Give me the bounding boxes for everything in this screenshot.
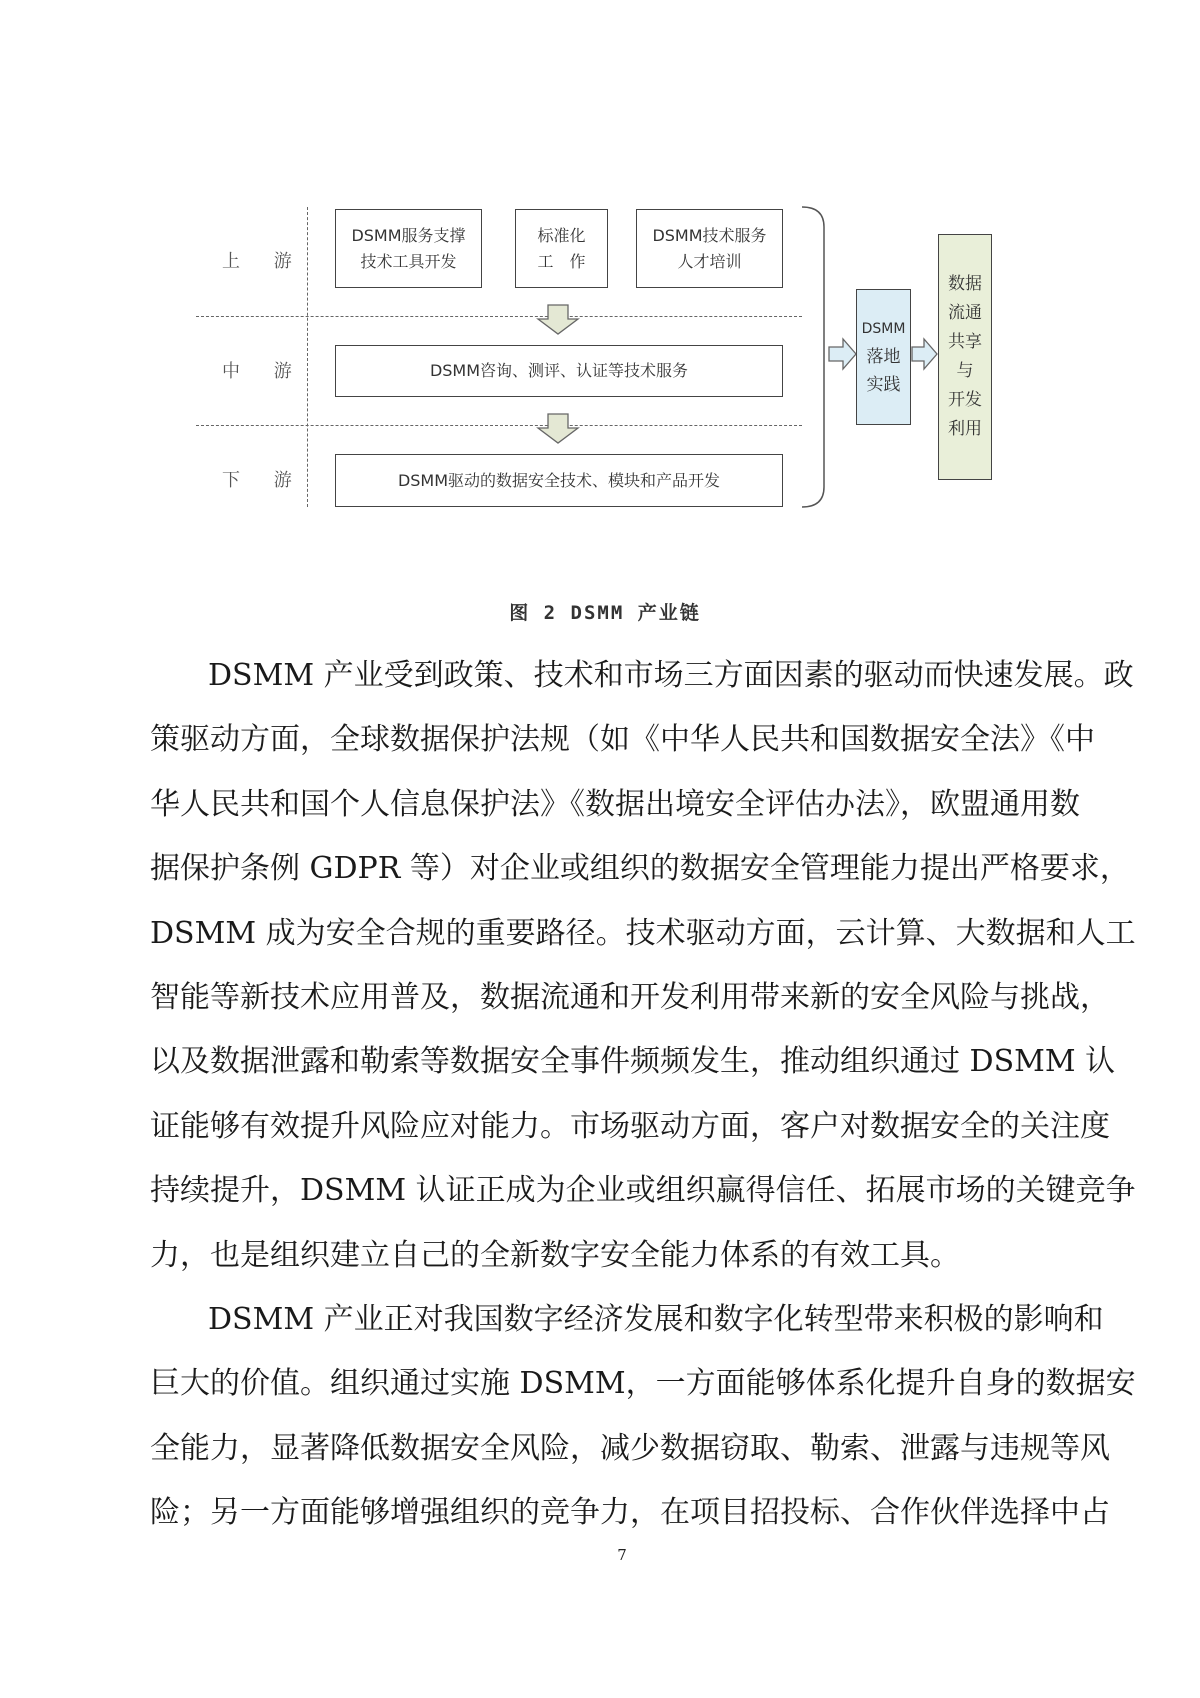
box-text: 落地 (866, 347, 901, 367)
paragraph-line: 力，也是组织建立自己的全新数字安全能力体系的有效工具。 (150, 1237, 960, 1273)
box-text: DSMM (861, 321, 906, 337)
box-text: DSMM技术服务 (652, 225, 767, 245)
box-text: 数据 (948, 274, 982, 294)
box-text: DSMM服务支撑 (351, 225, 466, 245)
box-text: 实践 (866, 375, 901, 395)
box-text: 技术工具开发 (360, 251, 457, 271)
box-dsmm-practice (856, 289, 911, 425)
down-arrow-icon (538, 414, 578, 443)
level-downstream-label: 下 游 (222, 470, 306, 491)
paragraph-line: 智能等新技术应用普及，数据流通和开发利用带来新的安全风险与挑战， (150, 980, 1110, 1015)
box-text: 共享 (948, 332, 982, 352)
right-arrow-icon (912, 339, 937, 369)
level-upstream-label: 上 游 (222, 251, 306, 272)
paragraph-line: 全能力，显著降低数据安全风险，减少数据窃取、勒索、泄露与违规等风 (150, 1430, 1110, 1466)
box-text: 与 (956, 361, 974, 381)
paragraph-line: DSMM 产业受到政策、技术和市场三方面因素的驱动而快速发展。政 (208, 658, 1134, 693)
page-number: 7 (617, 1546, 627, 1564)
paragraph-line: 华人民共和国个人信息保护法》《数据出境安全评估办法》，欧盟通用数 (150, 786, 1080, 822)
box-text: DSMM咨询、测评、认证等技术服务 (429, 361, 689, 380)
box-text: 利用 (948, 419, 982, 439)
right-brace (802, 207, 824, 507)
box-text: 标准化 (537, 225, 586, 245)
right-arrow-icon (829, 339, 856, 369)
paragraph-line: 证能够有效提升风险应对能力。市场驱动方面，客户对数据安全的关注度 (150, 1108, 1110, 1144)
figure-caption: 图 2 DSMM 产业链 (509, 602, 701, 624)
paragraph-line: 持续提升，DSMM 认证正成为企业或组织赢得信任、拓展市场的关键竞争 (150, 1173, 1136, 1209)
level-midstream-label: 中 游 (222, 361, 306, 382)
paragraph-line: DSMM 产业正对我国数字经济发展和数字化转型带来积极的影响和 (208, 1302, 1104, 1337)
paragraph-line: DSMM 成为安全合规的重要路径。技术驱动方面，云计算、大数据和人工 (150, 915, 1136, 951)
box-text: 工 作 (537, 251, 586, 271)
diagram-arrows (0, 0, 1200, 560)
paragraph-line: 巨大的价值。组织通过实施 DSMM，一方面能够体系化提升自身的数据安 (150, 1366, 1136, 1402)
box-text: 人才培训 (677, 251, 742, 271)
box-data-circulation (938, 234, 992, 480)
paragraph-line: 以及数据泄露和勒索等数据安全事件频频发生，推动组织通过 DSMM 认 (150, 1044, 1116, 1080)
box-text: DSMM驱动的数据安全技术、模块和产品开发 (397, 470, 721, 490)
paragraph-line: 据保护条例 GDPR 等）对企业或组织的数据安全管理能力提出严格要求， (150, 851, 1130, 887)
down-arrow-icon (538, 305, 578, 334)
paragraph-line: 险；另一方面能够增强组织的竞争力，在项目招投标、合作伙伴选择中占 (150, 1495, 1110, 1531)
box-text: 开发 (948, 390, 982, 410)
box-text: 流通 (948, 303, 982, 323)
paragraph-line: 策驱动方面，全球数据保护法规（如《中华人民共和国数据安全法》《中 (150, 722, 1095, 758)
